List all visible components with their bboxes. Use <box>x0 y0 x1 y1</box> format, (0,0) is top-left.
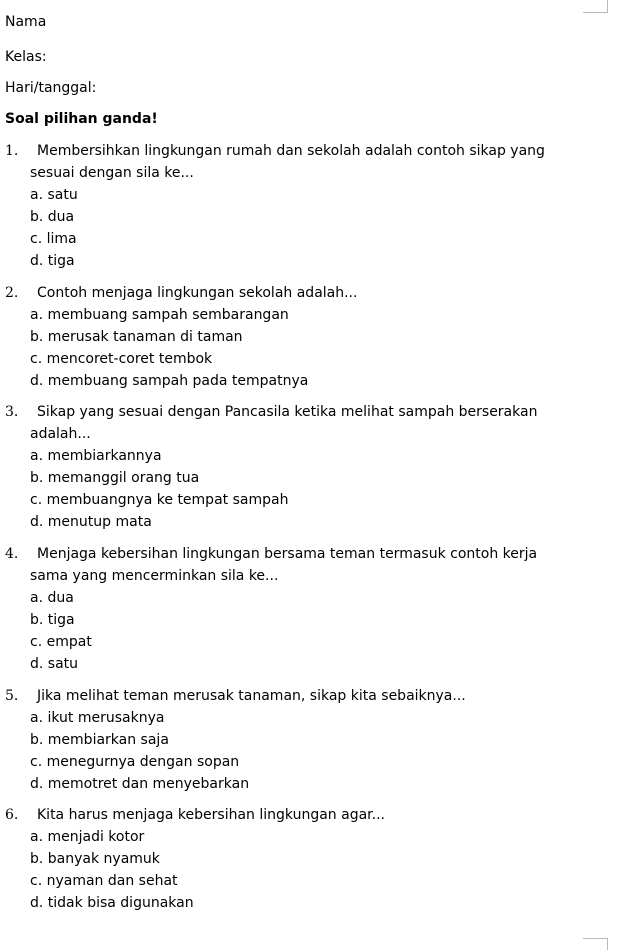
option-b[interactable]: b. tiga <box>30 612 75 628</box>
tanggal-label: Hari/tanggal: <box>5 80 97 96</box>
question-text: Sikap yang sesuai dengan Pancasila ketika melihat sampah berserakan <box>37 404 538 420</box>
question-number: 1. <box>5 143 19 159</box>
option-b[interactable]: b. membiarkan saja <box>30 732 169 748</box>
option-c[interactable]: c. menegurnya dengan sopan <box>30 754 240 770</box>
nama-label: Nama <box>5 14 47 30</box>
kelas-label: Kelas: <box>5 49 47 65</box>
question-text: Jika melihat teman merusak tanaman, sikap kita sebaiknya... <box>37 688 466 704</box>
option-c[interactable]: c. empat <box>30 634 92 650</box>
option-c[interactable]: c. membuangnya ke tempat sampah <box>30 492 289 508</box>
option-c[interactable]: c. lima <box>30 231 77 247</box>
question-text-continued: adalah... <box>30 426 91 442</box>
question-text-continued: sama yang mencerminkan sila ke... <box>30 568 279 584</box>
option-d[interactable]: d. memotret dan menyebarkan <box>30 776 250 792</box>
option-a[interactable]: a. ikut merusaknya <box>30 710 165 726</box>
option-b[interactable]: b. merusak tanaman di taman <box>30 329 243 345</box>
option-a[interactable]: a. menjadi kotor <box>30 829 145 845</box>
question-number: 4. <box>5 546 19 562</box>
option-c[interactable]: c. nyaman dan sehat <box>30 873 178 889</box>
question-text: Membersihkan lingkungan rumah dan sekolah adalah contoh sikap yang <box>37 143 545 159</box>
option-b[interactable]: b. dua <box>30 209 75 225</box>
option-d[interactable]: d. tiga <box>30 253 75 269</box>
option-d[interactable]: d. membuang sampah pada tempatnya <box>30 373 309 389</box>
question-number: 5. <box>5 688 19 704</box>
option-d[interactable]: d. menutup mata <box>30 514 152 530</box>
question-text: Contoh menjaga lingkungan sekolah adalah... <box>37 285 358 301</box>
option-a[interactable]: a. membuang sampah sembarangan <box>30 307 289 323</box>
section-title: Soal pilihan ganda! <box>5 111 158 127</box>
option-a[interactable]: a. dua <box>30 590 74 606</box>
question-number: 2. <box>5 285 19 301</box>
question-number: 3. <box>5 404 19 420</box>
question-text-continued: sesuai dengan sila ke... <box>30 165 194 181</box>
option-d[interactable]: d. tidak bisa digunakan <box>30 895 194 911</box>
page-corner-mark-bottom <box>583 938 608 950</box>
option-a[interactable]: a. satu <box>30 187 78 203</box>
option-b[interactable]: b. memanggil orang tua <box>30 470 200 486</box>
option-a[interactable]: a. membiarkannya <box>30 448 162 464</box>
option-c[interactable]: c. mencoret-coret tembok <box>30 351 213 367</box>
option-b[interactable]: b. banyak nyamuk <box>30 851 160 867</box>
question-text: Menjaga kebersihan lingkungan bersama teman termasuk contoh kerja <box>37 546 538 562</box>
page-corner-mark-top <box>583 0 608 13</box>
question-number: 6. <box>5 807 19 823</box>
question-text: Kita harus menjaga kebersihan lingkungan agar... <box>37 807 385 823</box>
option-d[interactable]: d. satu <box>30 656 79 672</box>
